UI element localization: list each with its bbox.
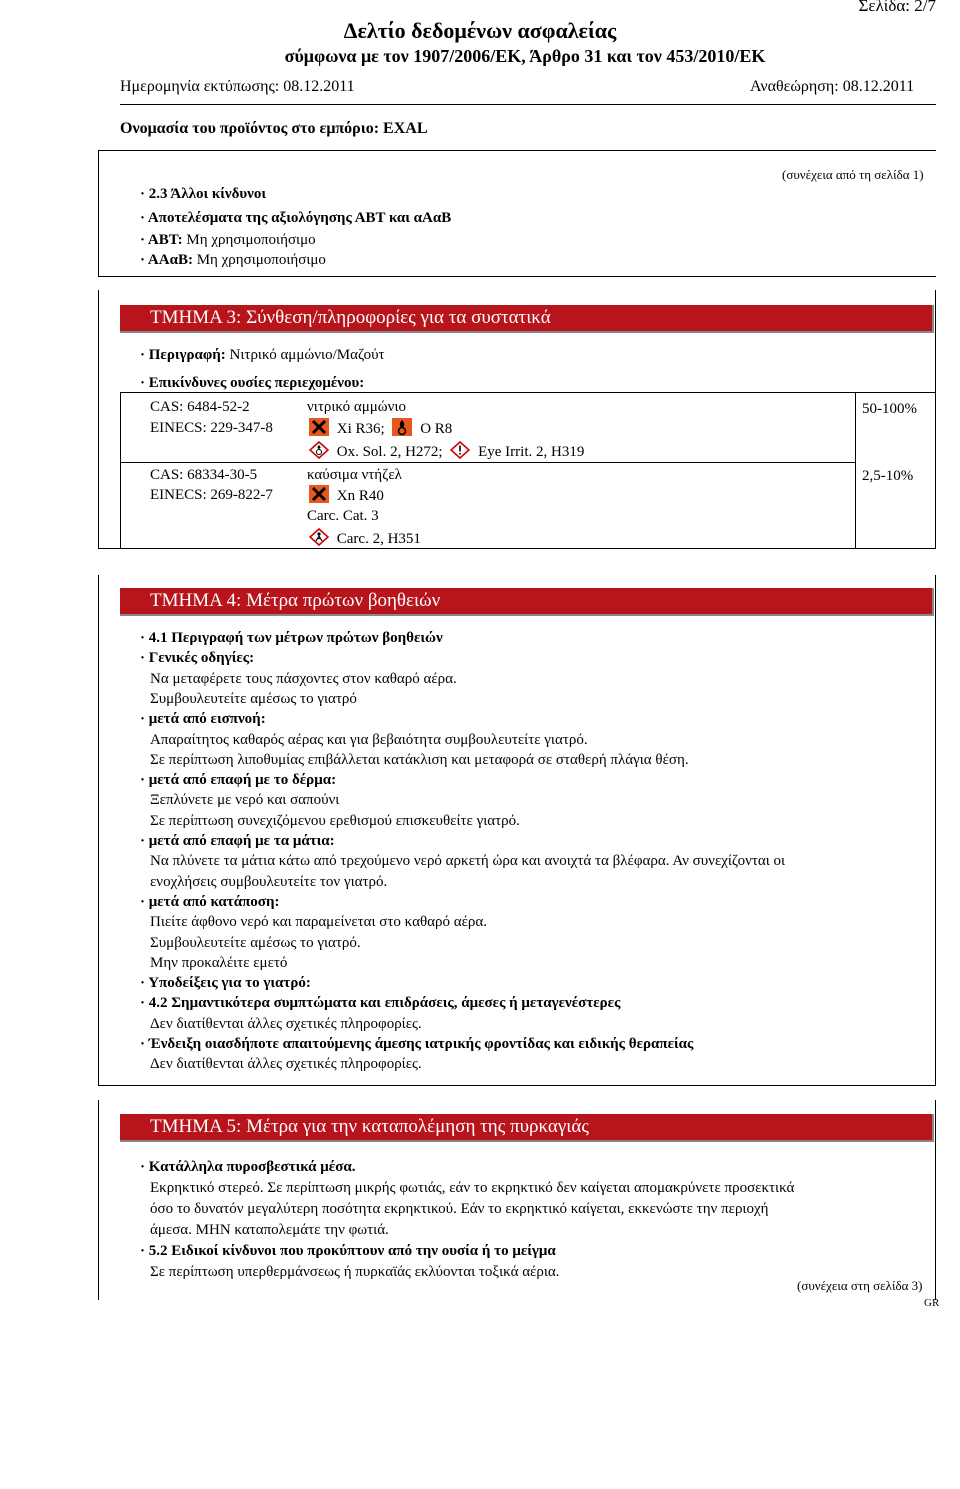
- row2-class2: Carc. Cat. 3: [307, 508, 379, 524]
- section4-line: · 4.2 Σημαντικότερα συμπτώματα και επιδράσεις, άμεσες ή μεταγενέστερες: [140, 995, 621, 1012]
- sec5-left-border: [98, 1100, 99, 1300]
- sec3-left-border: [98, 290, 99, 548]
- section4-line: Σε περίπτωση λιποθυμίας επιβάλλεται κατάκλιση και μεταφορά σε σταθερή πλάγια θέση.: [150, 751, 689, 768]
- sec2-line1: · Αποτελέσματα της αξιολόγησης ΑΒΤ και αΑαΒ: [140, 210, 452, 226]
- print-date: Ημερομηνία εκτύπωσης: 08.12.2011: [120, 78, 355, 95]
- sec4-left-border: [98, 575, 99, 1085]
- product-name-line: [120, 120, 427, 138]
- row2-carc: Carc. 2, H351: [336, 531, 421, 547]
- row1-o: O R8: [420, 421, 453, 437]
- description-text: Νιτρικό αμμώνιο/Μαζούτ: [229, 347, 385, 363]
- row1-xi: Xi R36;: [336, 421, 385, 437]
- section4-line: Σε περίπτωση συνεχιζόμενου ερεθισμού επισκευθείτε γιατρό.: [150, 812, 520, 829]
- product-divider: [98, 150, 936, 151]
- section5-line: άμεσα. ΜΗΝ καταπολεμάτε την φωτιά.: [150, 1222, 389, 1238]
- row1-cas: CAS: 6484-52-2: [150, 399, 250, 415]
- sec2-heading: · 2.3 Άλλοι κίνδυνοι: [140, 186, 266, 202]
- section5-header: [120, 1114, 934, 1142]
- abt-text: Μη χρησιμοποιήσιμο: [186, 232, 316, 248]
- product-box-bottom: [98, 276, 936, 277]
- product-label: Ονομασία του προϊόντος στο εμπόριο:: [120, 120, 380, 137]
- sec3-hazardous-label: · Επικίνδυνες ουσίες περιεχομένου:: [140, 375, 365, 391]
- row2-percent: 2,5-10%: [862, 468, 914, 484]
- section4-title: ΤΜΗΜΑ 4: Μέτρα πρώτων βοηθειών: [150, 590, 441, 611]
- section5-line: Σε περίπτωση υπερθερμάνσεως ή πυρκαϊάς εκλύονται τοξικά αέρια.: [150, 1264, 560, 1280]
- section4-line: Μην προκαλέιτε εμετό: [150, 954, 288, 971]
- table-top-line: [120, 392, 936, 393]
- exclamation-icon: [450, 441, 470, 459]
- page-number: Σελίδα: 2/7: [858, 0, 936, 15]
- table-row-separator: [120, 462, 855, 463]
- section4-line: Να μεταφέρετε τους πάσχοντες στον καθαρό αέρα.: [150, 670, 457, 687]
- harmful-x-icon: [309, 485, 329, 503]
- section4-header: [120, 588, 934, 616]
- flame-over-circle-icon: [392, 418, 412, 436]
- product-box-left: [98, 150, 99, 276]
- sec3-bottom-border: [98, 548, 936, 549]
- revision-date: Αναθεώρηση: 08.12.2011: [750, 78, 915, 95]
- section4-line: Συμβουλευτείτε αμέσως το γιατρό: [150, 690, 357, 707]
- section4-line: Απαραίτητος καθαρός αέρας και για βεβαιότητα συμβουλευτείτε γιατρό.: [150, 731, 588, 748]
- section3-title: ΤΜΗΜΑ 3: Σύνθεση/πληροφορίες για τα συστατικά: [150, 307, 551, 328]
- row2-cas: CAS: 68334-30-5: [150, 467, 258, 483]
- section5-line: Εκρηκτικό στερεό. Σε περίπτωση μικρής φωτιάς, εάν το εκρηκτικό δεν καίγεται απομακρύνετε προσεκτικά: [150, 1180, 795, 1196]
- section5-line: όσο το δυνατόν μεγαλύτερη ποσότητα εκρηκτικού. Εάν το εκρηκτικό καίγεται, εκκενώστε την περιοχή: [150, 1201, 769, 1217]
- sec3-description: [140, 345, 385, 365]
- row2-class3: [305, 528, 421, 549]
- continued-to: (συνέχεια στη σελίδα 3): [797, 1278, 923, 1293]
- section4-line: Ξεπλύνετε με νερό και σαπούνι: [150, 792, 340, 809]
- section4-line: · Γενικές οδηγίες:: [140, 650, 255, 667]
- language-code: GR: [924, 1297, 940, 1309]
- harmful-x-icon: [309, 418, 329, 436]
- section4-line: · μετά από κατάποση:: [140, 893, 280, 910]
- section4-line: Δεν διατίθενται άλλες σχετικές πληροφορίες.: [150, 1056, 422, 1073]
- section4-line: Πιείτε άφθονο νερό και παραμείνεται στο καθαρό αέρα.: [150, 914, 487, 931]
- aaab-text: Μη χρησιμοποιήσιμο: [196, 252, 326, 268]
- section3-header: [120, 305, 934, 333]
- row1-name: νιτρικό αμμώνιο: [307, 399, 406, 415]
- section5-title: ΤΜΗΜΑ 5: Μέτρα για την καταπολέμηση της πυρκαγιάς: [150, 1116, 589, 1137]
- document-title: Δελτίο δεδομένων ασφαλείας: [343, 18, 617, 43]
- row1-einecs: EINECS: 229-347-8: [150, 420, 273, 436]
- section4-line: · μετά από επαφή με το δέρμα:: [140, 772, 337, 789]
- sec2-line2: [140, 230, 316, 250]
- row2-xn: Xn R40: [336, 488, 384, 504]
- sec2-line3: [140, 250, 326, 270]
- section4-line: · 4.1 Περιγραφή των μέτρων πρώτων βοηθειών: [140, 630, 443, 646]
- row1-ox: Ox. Sol. 2, H272;: [336, 444, 443, 460]
- table-left-line: [120, 392, 121, 548]
- section4-line: · Ένδειξη οιασδήποτε απαιτούμενης άμεσης ιατρικής φροντίδας και ειδικής θεραπείας: [140, 1036, 694, 1052]
- section4-line: · Υποδείξεις για το γιατρό:: [140, 975, 311, 992]
- row2-class1: [305, 485, 384, 506]
- section4-line: · μετά από επαφή με τα μάτια:: [140, 833, 335, 849]
- health-hazard-icon: [309, 528, 329, 546]
- section4-line: Να πλύνετε τα μάτια κάτω από τρεχούμενο νερό αρκετή ώρα και ανοιχτά τα βλέφαρα. Αν συνεχίζονται οι: [150, 853, 786, 870]
- sec4-bottom-border: [98, 1085, 936, 1086]
- section5-line: · 5.2 Ειδικοί κίνδυνοι που προκύπτουν από την ουσία ή το μείγμα: [140, 1243, 556, 1259]
- row1-class2: [305, 441, 584, 462]
- description-label: · Περιγραφή:: [140, 347, 226, 363]
- sec4-right-border: [935, 575, 936, 1085]
- section4-line: ενοχλήσεις συμβουλευτείτε τον γιατρό.: [150, 873, 388, 890]
- flame-over-circle-icon: [309, 441, 329, 459]
- continued-from: (συνέχεια από τη σελίδα 1): [782, 167, 924, 182]
- header-divider: [120, 104, 936, 105]
- row1-eye: Eye Irrit. 2, H319: [478, 444, 585, 460]
- section5-line: · Κατάλληλα πυροσβεστικά μέσα.: [140, 1159, 356, 1175]
- section4-line: · μετά από εισπνοή:: [140, 711, 266, 728]
- section4-line: Συμβουλευτείτε αμέσως το γιατρό.: [150, 934, 361, 951]
- row1-class1: [305, 418, 452, 439]
- aaab-label: · ΑΑαΒ:: [140, 252, 193, 268]
- row1-percent: 50-100%: [862, 401, 917, 417]
- sec3-right-border: [935, 290, 936, 548]
- table-divider-right: [855, 392, 856, 548]
- sec5-right-border: [935, 1100, 936, 1300]
- abt-label: · ΑΒΤ:: [140, 232, 183, 248]
- row2-name: καύσιμα ντήζελ: [307, 467, 402, 483]
- row2-einecs: EINECS: 269-822-7: [150, 487, 273, 503]
- product-name: EXAL: [383, 120, 428, 137]
- document-subtitle: σύμφωνα με τον 1907/2006/ΕΚ, Άρθρο 31 και τον 453/2010/ΕΚ: [284, 46, 766, 66]
- section4-line: Δεν διατίθενται άλλες σχετικές πληροφορίες.: [150, 1015, 422, 1032]
